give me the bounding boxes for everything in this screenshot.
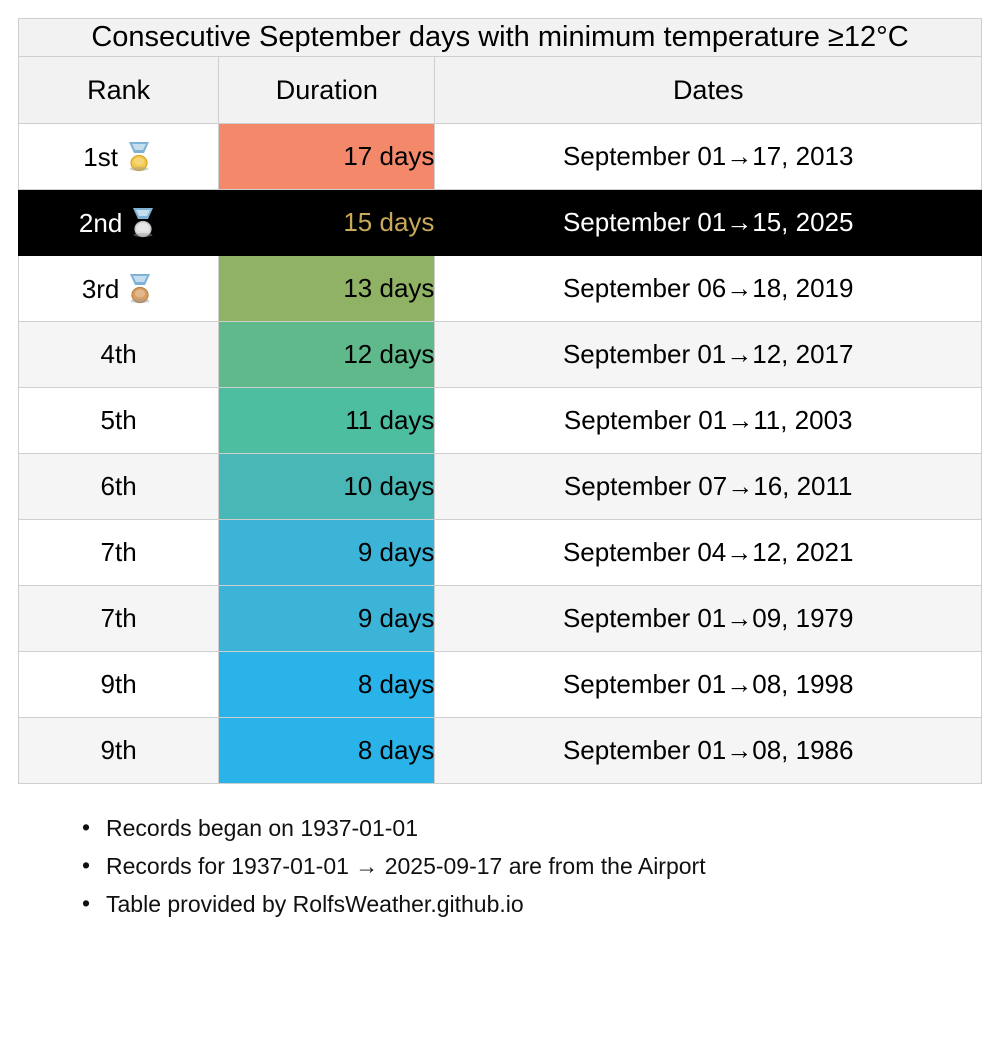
table-row: [19, 454, 982, 520]
cell-duration: 8 days: [219, 718, 435, 784]
cell-duration: 13 days: [219, 256, 435, 322]
cell-rank: [19, 256, 219, 322]
table-row: [19, 256, 982, 322]
table-title-row: [19, 19, 982, 57]
table-row: [19, 124, 982, 190]
column-header-duration: Duration: [219, 57, 435, 124]
note-item: • Records began on 1937-01-01: [82, 810, 982, 848]
cell-duration: 9 days: [219, 586, 435, 652]
cell-duration: 9 days: [219, 520, 435, 586]
column-header-rank: Rank: [19, 57, 219, 124]
cell-dates: September 06→18, 2019: [435, 256, 982, 322]
rank-label: 6th: [100, 471, 137, 502]
rank-label: 7th: [100, 603, 137, 634]
cell-duration: 17 days: [219, 124, 435, 190]
table-row: [19, 190, 982, 256]
rank-label: 2nd: [78, 208, 123, 239]
cell-duration: 15 days: [219, 190, 435, 256]
table-row: [19, 718, 982, 784]
rank-label: 9th: [100, 669, 137, 700]
table-row: [19, 586, 982, 652]
cell-dates: September 07→16, 2011: [435, 454, 982, 520]
cell-rank: [19, 718, 219, 784]
cell-dates: September 01→11, 2003: [435, 388, 982, 454]
cell-dates: September 01→08, 1998: [435, 652, 982, 718]
table-row: [19, 520, 982, 586]
cell-rank: [19, 322, 219, 388]
table-row: [19, 652, 982, 718]
page-title: Consecutive September days with minimum temperature ≥12°C: [19, 19, 982, 57]
rank-label: 1st: [83, 142, 118, 173]
rank-label: 3rd: [81, 274, 120, 305]
table-row: [19, 388, 982, 454]
gold-medal-icon: [124, 140, 154, 172]
bronze-medal-icon: [125, 272, 155, 304]
table-header-row: [19, 57, 982, 124]
note-item: • Records for 1937-01-01 → 2025-09-17 are from the Airport: [82, 848, 982, 886]
cell-rank: [19, 190, 219, 256]
rank-label: 7th: [100, 537, 137, 568]
cell-rank: [19, 652, 219, 718]
cell-duration: 10 days: [219, 454, 435, 520]
cell-rank: [19, 124, 219, 190]
cell-dates: September 01→12, 2017: [435, 322, 982, 388]
cell-dates: September 01→08, 1986: [435, 718, 982, 784]
records-table: [18, 18, 982, 784]
cell-rank: [19, 520, 219, 586]
cell-dates: September 01→09, 1979: [435, 586, 982, 652]
rank-label: 9th: [100, 735, 137, 766]
note-item: • Table provided by RolfsWeather.github.io: [82, 886, 982, 924]
column-header-dates: Dates: [435, 57, 982, 124]
cell-dates: September 04→12, 2021: [435, 520, 982, 586]
cell-rank: [19, 586, 219, 652]
cell-dates: September 01→17, 2013: [435, 124, 982, 190]
cell-rank: [19, 454, 219, 520]
rank-label: 5th: [100, 405, 137, 436]
rank-label: 4th: [100, 339, 137, 370]
cell-duration: 12 days: [219, 322, 435, 388]
notes-list: [18, 810, 982, 924]
table-row: [19, 322, 982, 388]
cell-duration: 8 days: [219, 652, 435, 718]
table-body: [19, 124, 982, 784]
cell-dates: September 01→15, 2025: [435, 190, 982, 256]
silver-medal-icon: [128, 206, 158, 238]
cell-duration: 11 days: [219, 388, 435, 454]
cell-rank: [19, 388, 219, 454]
